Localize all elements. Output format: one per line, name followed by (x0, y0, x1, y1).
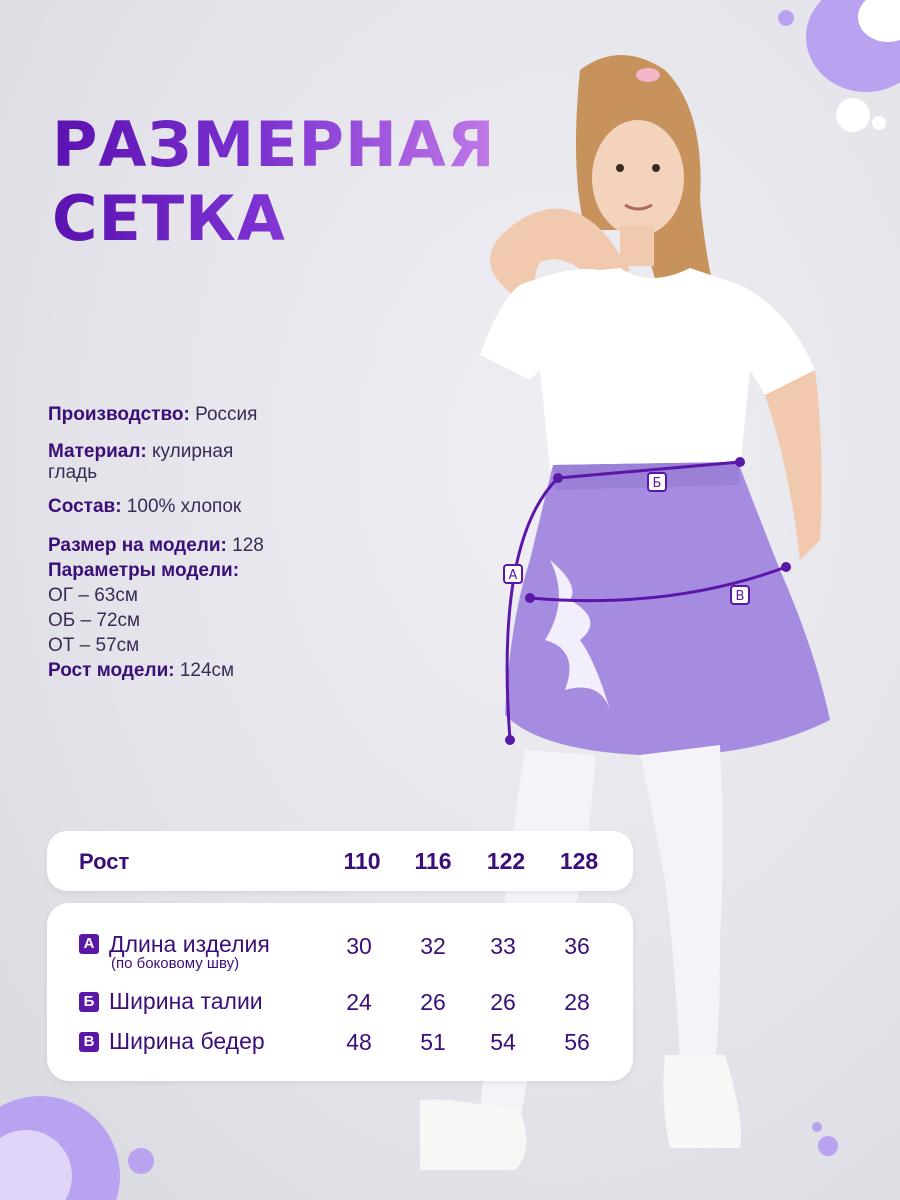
model-size-label: Размер на модели: (48, 535, 227, 556)
cell-length-116: 32 (420, 933, 446, 959)
badge-b: Б (79, 992, 99, 1012)
size-table-header (47, 831, 633, 891)
cell-hips-116: 51 (420, 1029, 446, 1055)
deco-dot-white-2 (872, 116, 886, 130)
header-size-128: 128 (559, 848, 599, 874)
row-label-waist: Ширина талии (109, 988, 263, 1014)
model-param-ot: ОТ – 57см (48, 635, 140, 656)
product-info (48, 402, 348, 683)
row-label-hips: Ширина бедер (109, 1028, 265, 1054)
badge-v: В (79, 1032, 99, 1052)
cell-waist-110: 24 (346, 989, 372, 1015)
cell-waist-116: 26 (420, 989, 446, 1015)
marker-v: В (735, 589, 745, 604)
material-value: кулирная (146, 441, 234, 462)
production-value: Россия (189, 404, 258, 425)
title-line-2: СЕТКА (52, 182, 286, 255)
deco-dot-bottom-left (128, 1148, 154, 1174)
shoe-left (420, 1100, 526, 1170)
shoe-right (663, 1055, 741, 1148)
info-height (48, 658, 348, 683)
model-param-ob: ОБ – 72см (48, 610, 141, 631)
cell-waist-122: 26 (490, 989, 516, 1015)
header-height-label: Рост (79, 849, 130, 874)
height-value: 124см (174, 660, 235, 681)
header-size-116: 116 (414, 848, 452, 874)
model-size-value: 128 (226, 535, 264, 556)
production-label: Производство: (48, 404, 190, 425)
badge-a: А (79, 934, 99, 954)
row-sublabel-length: (по боковому шву) (111, 955, 240, 972)
info-composition (48, 494, 348, 519)
row-label-length: Длина изделия (109, 931, 270, 957)
composition-value: 100% хлопок (121, 496, 242, 517)
info-model-size (48, 533, 348, 558)
header-size-110: 110 (343, 848, 381, 874)
cell-hips-122: 54 (490, 1029, 516, 1055)
marker-a: А (508, 568, 518, 583)
cell-hips-128: 56 (564, 1029, 590, 1055)
marker-b: Б (652, 476, 662, 491)
model-params-label: Параметры модели: (48, 560, 240, 581)
info-production (48, 402, 348, 427)
info-material (48, 439, 348, 464)
cell-length-122: 33 (490, 933, 516, 959)
skirt (505, 462, 830, 756)
composition-label: Состав: (48, 496, 122, 517)
right-arm (765, 370, 822, 560)
material-label: Материал: (48, 441, 147, 462)
height-label: Рост модели: (48, 660, 175, 681)
cell-length-128: 36 (564, 933, 590, 959)
header-size-122: 122 (486, 848, 526, 874)
cell-waist-128: 28 (564, 989, 590, 1015)
model-param-og: ОГ – 63см (48, 585, 138, 606)
title-line-1: РАЗМЕРНАЯ (52, 108, 496, 181)
size-table-body (47, 903, 633, 1081)
hair-tie (636, 68, 660, 82)
face (592, 120, 684, 236)
cell-length-110: 30 (346, 933, 372, 959)
info-material-cont: гладь (48, 462, 98, 483)
t-shirt (480, 268, 815, 470)
cell-hips-110: 48 (346, 1029, 372, 1055)
